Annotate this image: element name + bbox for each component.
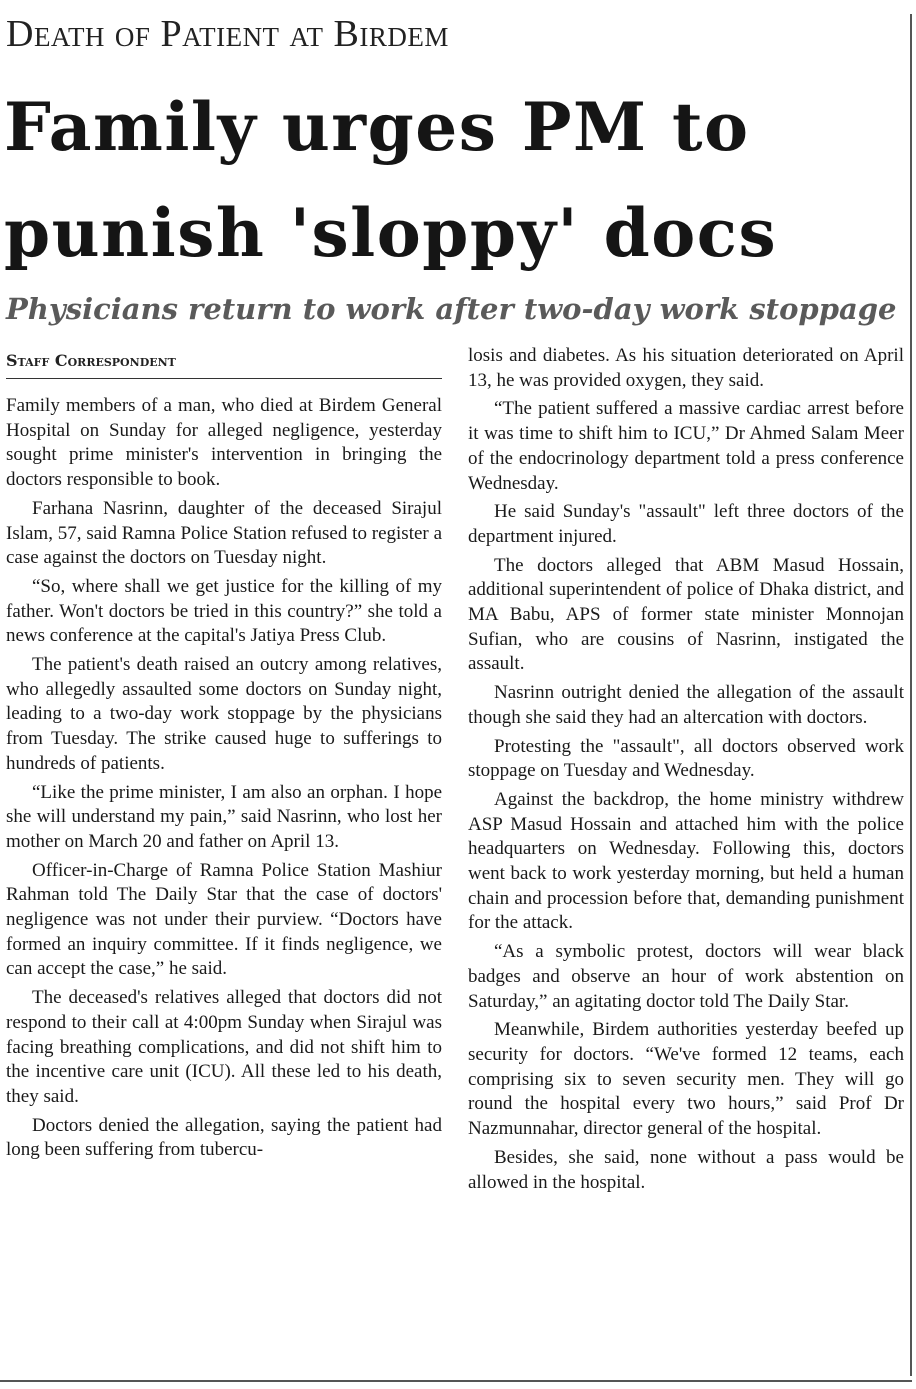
paragraph: Protesting the "assault", all doctors observed work stoppage on Tuesday and Wednesday. (468, 735, 904, 782)
paragraph: “Like the prime minister, I am also an orphan. I hope she will understand my pain,” said Nasrinn, who lost her mother on March 20 and father on April 13. (6, 781, 442, 852)
paragraph: The deceased's relatives alleged that doctors did not respond to their call at 4:00pm Sunday when Sirajul was facing breathing complications, and did not shift him to the incentive care unit (ICU). All these led to his death, they said. (6, 987, 442, 1107)
headline: Family urges PM to punish 'sloppy' docs (4, 88, 778, 272)
paragraph: “As a symbolic protest, doctors will wear black badges and observe an hour of work abstention on Saturday,” an agitating doctor told The Daily Star. (468, 941, 904, 1012)
paragraph-continuation: losis and diabetes. As his situation deteriorated on April 13, he was provided oxygen, they said. (468, 345, 904, 391)
paragraph: “So, where shall we get justice for the killing of my father. Won't doctors be tried in this country?” she told a news conference at the capital's Jatiya Press Club. (6, 575, 442, 647)
paragraph: Farhana Nasrinn, daughter of the deceased Sirajul Islam, 57, said Ramna Police Station refused to register a case against the doctors on Tuesday night. (6, 497, 442, 569)
paragraph: “The patient suffered a massive cardiac arrest before it was time to shift him to ICU,” Dr Ahmed Salam Meer of the endocrinology department told a press conference Wednesday. (468, 398, 904, 494)
paragraph: Against the backdrop, the home ministry withdrew ASP Masud Hossain and attached him with the police headquarters on Wednesday. Following this, doctors went back to work yesterday morning, but held a human chain and procession before that, demanding punishment for the attack. (468, 788, 904, 934)
paragraph: He said Sunday's "assault" left three doctors of the department injured. (468, 501, 904, 547)
deck: Physicians return to work after two-day work stoppage (6, 292, 897, 326)
paragraph: Doctors denied the allegation, saying the patient had long been suffering from tubercu- (6, 1114, 442, 1161)
paragraph: The patient's death raised an outcry among relatives, who allegedly assaulted some doctors on Sunday night, leading to a two-day work stoppage by the physicians from Tuesday. The strike caused huge to sufferings to hundreds of patients. (6, 654, 442, 774)
column-rule-right (910, 14, 912, 1376)
paragraph: Nasrinn outright denied the allegation of the assault though she said they had an altercation with doctors. (468, 682, 904, 728)
paragraph: Meanwhile, Birdem authorities yesterday beefed up security for doctors. “We've formed 12 teams, each comprising six to seven security men. They will go round the hospital every two hours,” said Prof Dr Nazmunnahar, director general of the hospital. (468, 1019, 904, 1140)
byline: Staff Correspondent (6, 351, 176, 370)
byline-rule (6, 378, 442, 379)
paragraph: Besides, she said, none without a pass would be allowed in the hospital. (468, 1146, 904, 1193)
paragraph: Family members of a man, who died at Birdem General Hospital on Sunday for alleged negligence, yesterday sought prime minister's intervention in bringing the doctors responsible to book. (6, 395, 442, 491)
bottom-rule (0, 1380, 912, 1382)
left-column (6, 394, 442, 1374)
right-column (468, 344, 904, 1374)
paragraph: Officer-in-Charge of Ramna Police Station Mashiur Rahman told The Daily Star that the case of doctors' negligence was not under their purview. “Doctors have formed an inquiry committee. If it finds negligence, we can accept the case,” he said. (6, 859, 442, 980)
kicker: Death of Patient at Birdem (6, 13, 449, 55)
paragraph: The doctors alleged that ABM Masud Hossain, additional superintendent of police of Dhaka district, and MA Babu, APS of former state minister Monnojan Sufian, who are cousins of Nasrinn, instigated the assault. (468, 554, 904, 675)
